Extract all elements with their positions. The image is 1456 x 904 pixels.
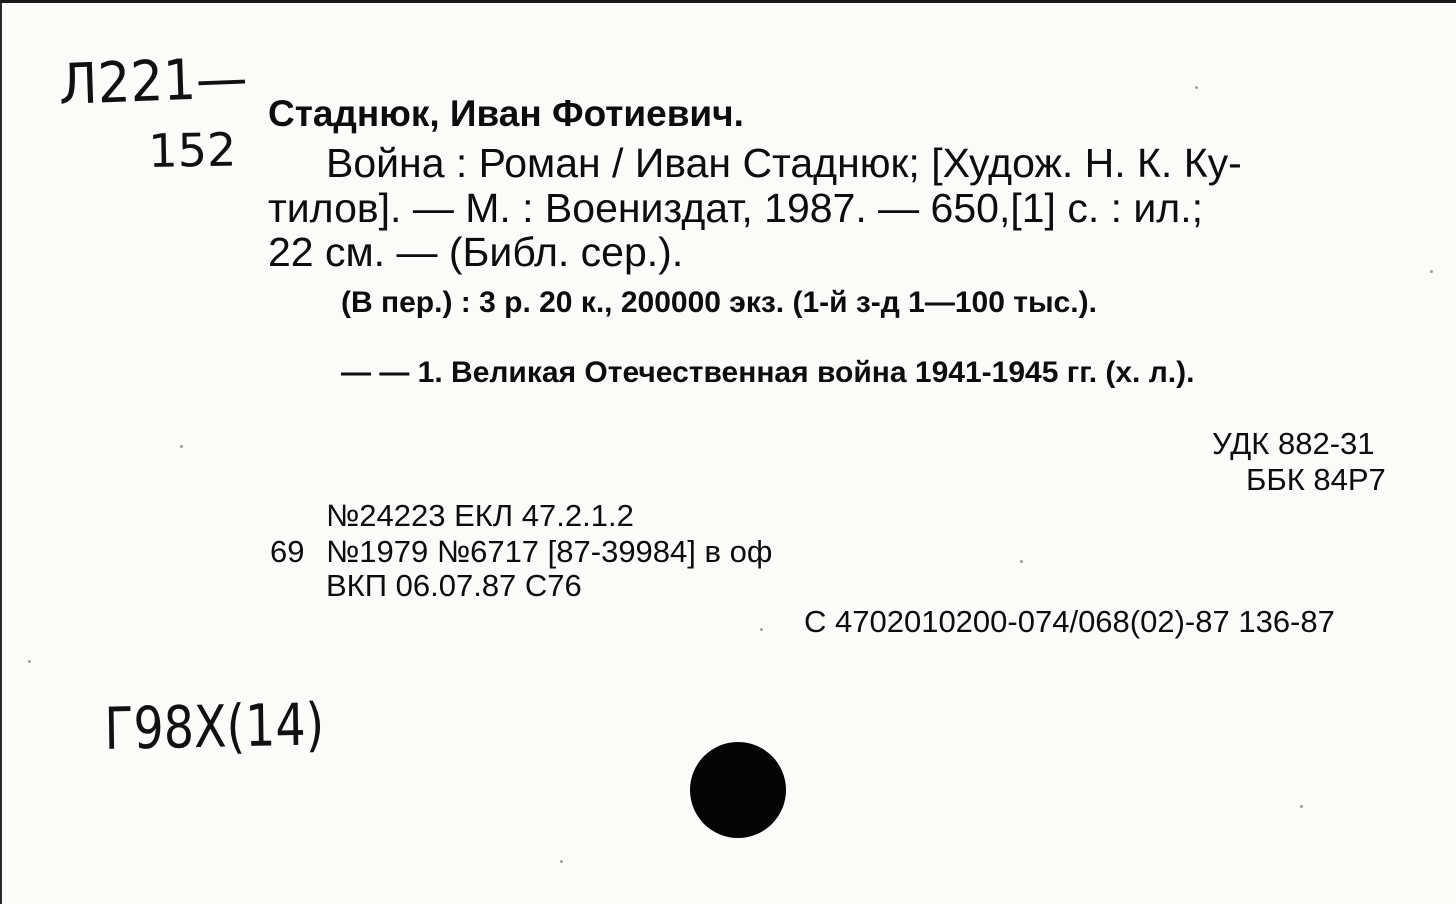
- handwritten-call-number-line1: Л221—: [57, 45, 249, 118]
- scan-speck: [1430, 270, 1433, 273]
- handwritten-bottom-note: Г98Х(14): [103, 690, 325, 763]
- catalog-info-line-2: №1979 №6717 [87-39984] в оф: [326, 534, 773, 569]
- description-line-3: 22 см. — (Библ. сер.).: [268, 229, 684, 275]
- scan-speck: [1300, 805, 1303, 808]
- handwritten-call-number-line2: 152: [147, 122, 237, 178]
- scan-speck: [560, 860, 563, 863]
- scan-speck: [180, 445, 183, 448]
- author-heading: Стаднюк, Иван Фотиевич.: [268, 93, 744, 134]
- scan-speck: [1020, 560, 1023, 563]
- description-line-2: тилов]. — М. : Воениздат, 1987. — 650,[1] с. : ил.;: [268, 185, 1203, 231]
- catalog-info-line-1: №24223 ЕКЛ 47.2.1.2: [326, 498, 634, 533]
- subject-line: — — 1. Великая Отечественная война 1941-1945 гг. (х. л.).: [341, 356, 1195, 389]
- udk-code: УДК 882-31: [1212, 426, 1375, 461]
- catalog-info-line-3: ВКП 06.07.87 С76: [326, 568, 582, 603]
- description-line-1: Война : Роман / Иван Стаднюк; [Худож. Н. К. Ку-: [326, 140, 1242, 186]
- price-line: (В пер.) : 3 р. 20 к., 200000 экз. (1-й з-д 1—100 тыс.).: [341, 286, 1097, 319]
- card-filing-hole: [690, 742, 786, 838]
- isbn-line: С 4702010200-074/068(02)-87 136-87: [804, 604, 1335, 639]
- scan-speck: [1195, 86, 1198, 89]
- scan-speck: [760, 628, 763, 631]
- bbk-code: ББК 84Р7: [1246, 462, 1386, 497]
- scan-speck: [28, 660, 31, 663]
- catalog-info-prefix: 69: [270, 534, 305, 569]
